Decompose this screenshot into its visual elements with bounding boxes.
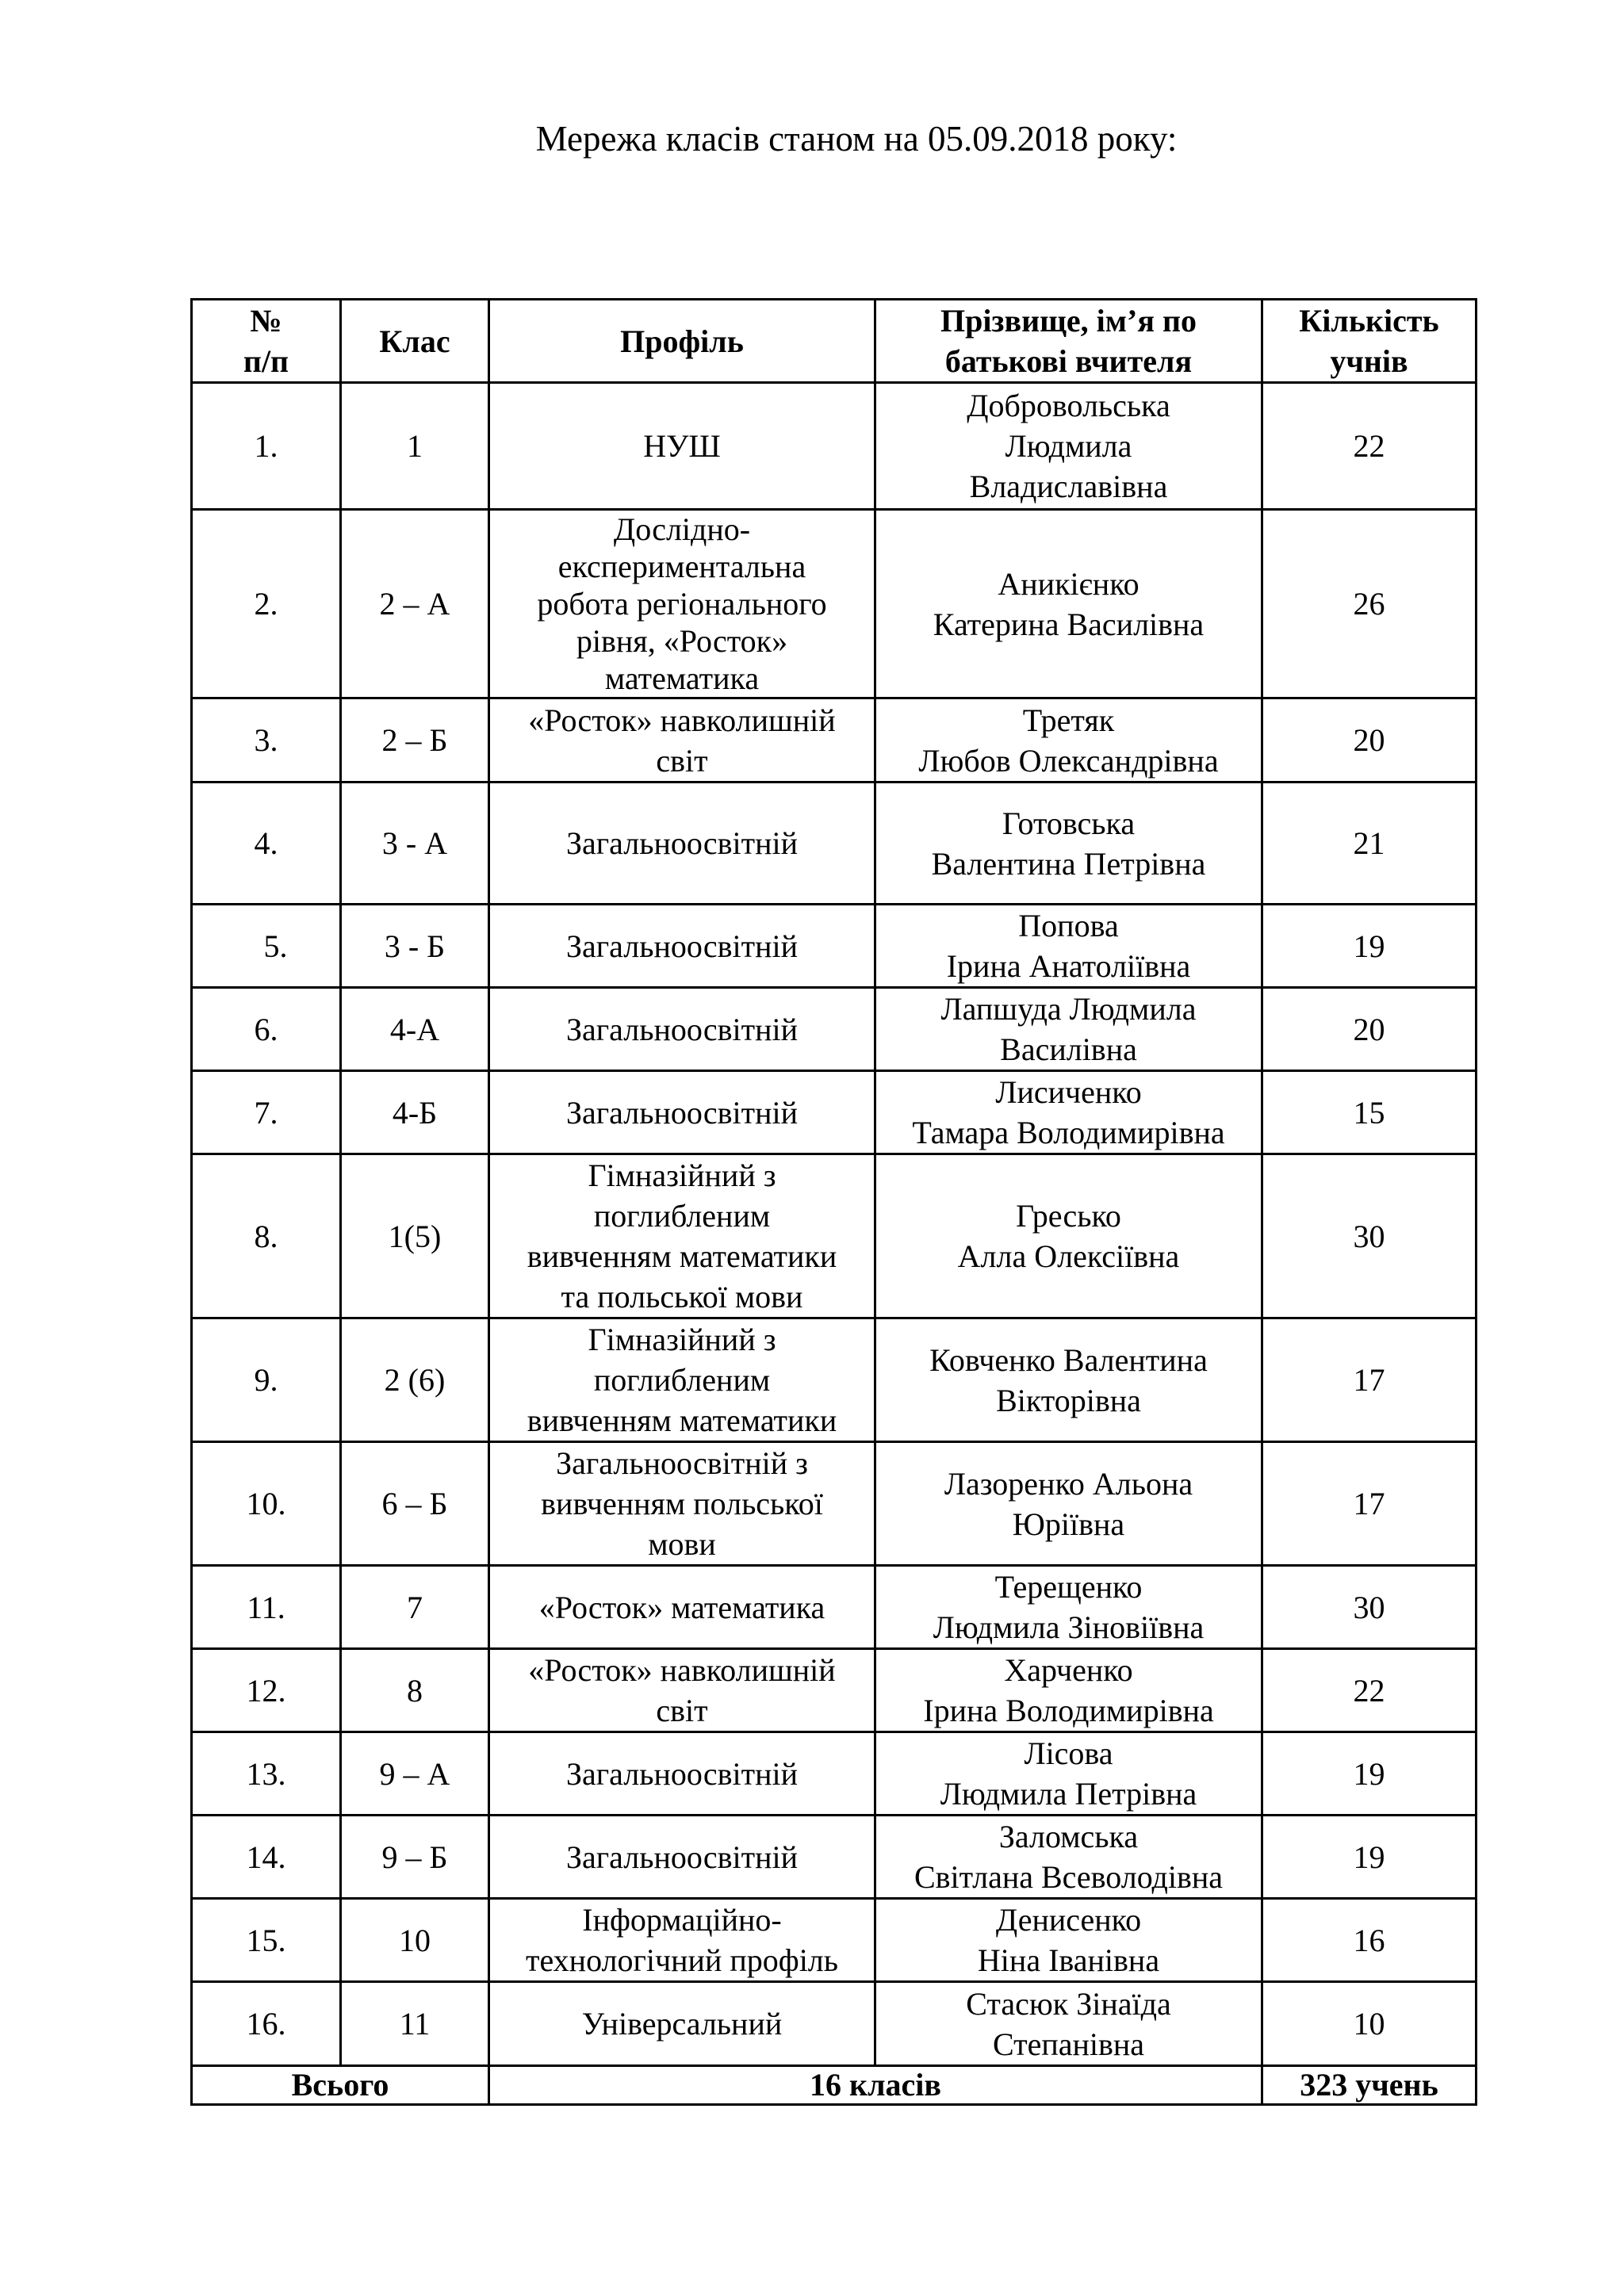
table-summary-row [192, 2066, 1477, 2105]
table-row [192, 1899, 1477, 1982]
row-profile: Універсальний [489, 1982, 875, 2066]
header-number: № п/п [192, 300, 341, 383]
row-number: 8. [192, 1154, 341, 1318]
row-class: 1(5) [341, 1154, 489, 1318]
summary-label: Всього [192, 2066, 489, 2105]
row-class: 2 – А [341, 510, 489, 698]
table-row [192, 1442, 1477, 1566]
row-number: 2. [192, 510, 341, 698]
row-students: 16 [1262, 1899, 1477, 1982]
table-row [192, 905, 1477, 988]
row-teacher: Добровольська Людмила Владиславівна [875, 383, 1262, 510]
row-class: 3 - Б [341, 905, 489, 988]
row-class: 9 – А [341, 1732, 489, 1816]
row-number: 15. [192, 1899, 341, 1982]
row-number: 9. [192, 1318, 341, 1442]
summary-classes: 16 класів [489, 2066, 1262, 2105]
row-profile: Загальноосвітній [489, 1071, 875, 1154]
row-teacher: Харченко Ірина Володимирівна [875, 1649, 1262, 1732]
row-profile: «Росток» навколишній світ [489, 698, 875, 783]
row-students: 30 [1262, 1566, 1477, 1649]
header-profile: Профіль [489, 300, 875, 383]
row-class: 4-Б [341, 1071, 489, 1154]
row-profile: Інформаційно- технологічний профіль [489, 1899, 875, 1982]
row-students: 30 [1262, 1154, 1477, 1318]
row-profile: «Росток» математика [489, 1566, 875, 1649]
row-profile: Загальноосвітній [489, 1816, 875, 1899]
row-teacher: Терещенко Людмила Зіновіївна [875, 1566, 1262, 1649]
row-students: 19 [1262, 1732, 1477, 1816]
row-number: 11. [192, 1566, 341, 1649]
table-row [192, 1318, 1477, 1442]
row-students: 19 [1262, 1816, 1477, 1899]
row-students: 22 [1262, 1649, 1477, 1732]
table-row [192, 1154, 1477, 1318]
table-row [192, 1732, 1477, 1816]
row-students: 21 [1262, 783, 1477, 905]
row-class: 8 [341, 1649, 489, 1732]
row-class: 7 [341, 1566, 489, 1649]
row-number: 14. [192, 1816, 341, 1899]
row-teacher: Стасюк Зінаїда Степанівна [875, 1982, 1262, 2066]
row-teacher: Гресько Алла Олексіївна [875, 1154, 1262, 1318]
row-number: 12. [192, 1649, 341, 1732]
row-class: 1 [341, 383, 489, 510]
header-class: Клас [341, 300, 489, 383]
row-profile: «Росток» навколишній світ [489, 1649, 875, 1732]
row-number: 6. [192, 988, 341, 1071]
table-row [192, 1816, 1477, 1899]
row-students: 22 [1262, 383, 1477, 510]
row-number: 3. [192, 698, 341, 783]
row-teacher: Лазоренко Альона Юріївна [875, 1442, 1262, 1566]
table-row [192, 383, 1477, 510]
row-students: 19 [1262, 905, 1477, 988]
class-network-table [190, 298, 1477, 2106]
row-teacher: Аникієнко Катерина Василівна [875, 510, 1262, 698]
header-students: Кількість учнів [1262, 300, 1477, 383]
header-teacher: Прізвище, ім’я по батькові вчителя [875, 300, 1262, 383]
table-header-row [192, 300, 1477, 383]
row-class: 3 - А [341, 783, 489, 905]
row-number: 1. [192, 383, 341, 510]
row-teacher: Готовська Валентина Петрівна [875, 783, 1262, 905]
document-title: Мережа класів станом на 05.09.2018 року: [535, 119, 1178, 159]
table-row [192, 1566, 1477, 1649]
table-row [192, 510, 1477, 698]
table-row [192, 698, 1477, 783]
row-teacher: Попова Ірина Анатоліївна [875, 905, 1262, 988]
row-students: 20 [1262, 988, 1477, 1071]
row-profile: Загальноосвітній [489, 905, 875, 988]
row-teacher: Ковченко Валентина Вікторівна [875, 1318, 1262, 1442]
row-number: 7. [192, 1071, 341, 1154]
row-teacher: Третяк Любов Олександрівна [875, 698, 1262, 783]
table-row [192, 1982, 1477, 2066]
table-row [192, 988, 1477, 1071]
table-row [192, 783, 1477, 905]
row-students: 20 [1262, 698, 1477, 783]
row-number: 4. [192, 783, 341, 905]
row-teacher: Лісова Людмила Петрівна [875, 1732, 1262, 1816]
row-students: 10 [1262, 1982, 1477, 2066]
row-students: 17 [1262, 1318, 1477, 1442]
row-class: 10 [341, 1899, 489, 1982]
row-profile: Загальноосвітній [489, 783, 875, 905]
row-teacher: Лапшуда Людмила Василівна [875, 988, 1262, 1071]
row-profile: Загальноосвітній [489, 988, 875, 1071]
row-class: 4-А [341, 988, 489, 1071]
row-profile: Загальноосвітній [489, 1732, 875, 1816]
row-number: 16. [192, 1982, 341, 2066]
table-row [192, 1071, 1477, 1154]
row-class: 9 – Б [341, 1816, 489, 1899]
row-profile: Гімназійний з поглибленим вивченням математики та польської мови [489, 1154, 875, 1318]
row-class: 2 (6) [341, 1318, 489, 1442]
row-students: 15 [1262, 1071, 1477, 1154]
row-students: 26 [1262, 510, 1477, 698]
row-number: 13. [192, 1732, 341, 1816]
summary-students: 323 учень [1262, 2066, 1477, 2105]
row-number: 10. [192, 1442, 341, 1566]
row-students: 17 [1262, 1442, 1477, 1566]
row-teacher: Заломська Світлана Всеволодівна [875, 1816, 1262, 1899]
row-profile: Дослідно- експериментальна робота регіонального рівня, «Росток» математика [489, 510, 875, 698]
row-profile: Гімназійний з поглибленим вивченням математики [489, 1318, 875, 1442]
row-profile: Загальноосвітній з вивченням польської мови [489, 1442, 875, 1566]
row-class: 2 – Б [341, 698, 489, 783]
row-teacher: Денисенко Ніна Іванівна [875, 1899, 1262, 1982]
table-row [192, 1649, 1477, 1732]
row-profile: НУШ [489, 383, 875, 510]
row-teacher: Лисиченко Тамара Володимирівна [875, 1071, 1262, 1154]
row-class: 6 – Б [341, 1442, 489, 1566]
row-class: 11 [341, 1982, 489, 2066]
row-number: 5. [192, 905, 341, 988]
